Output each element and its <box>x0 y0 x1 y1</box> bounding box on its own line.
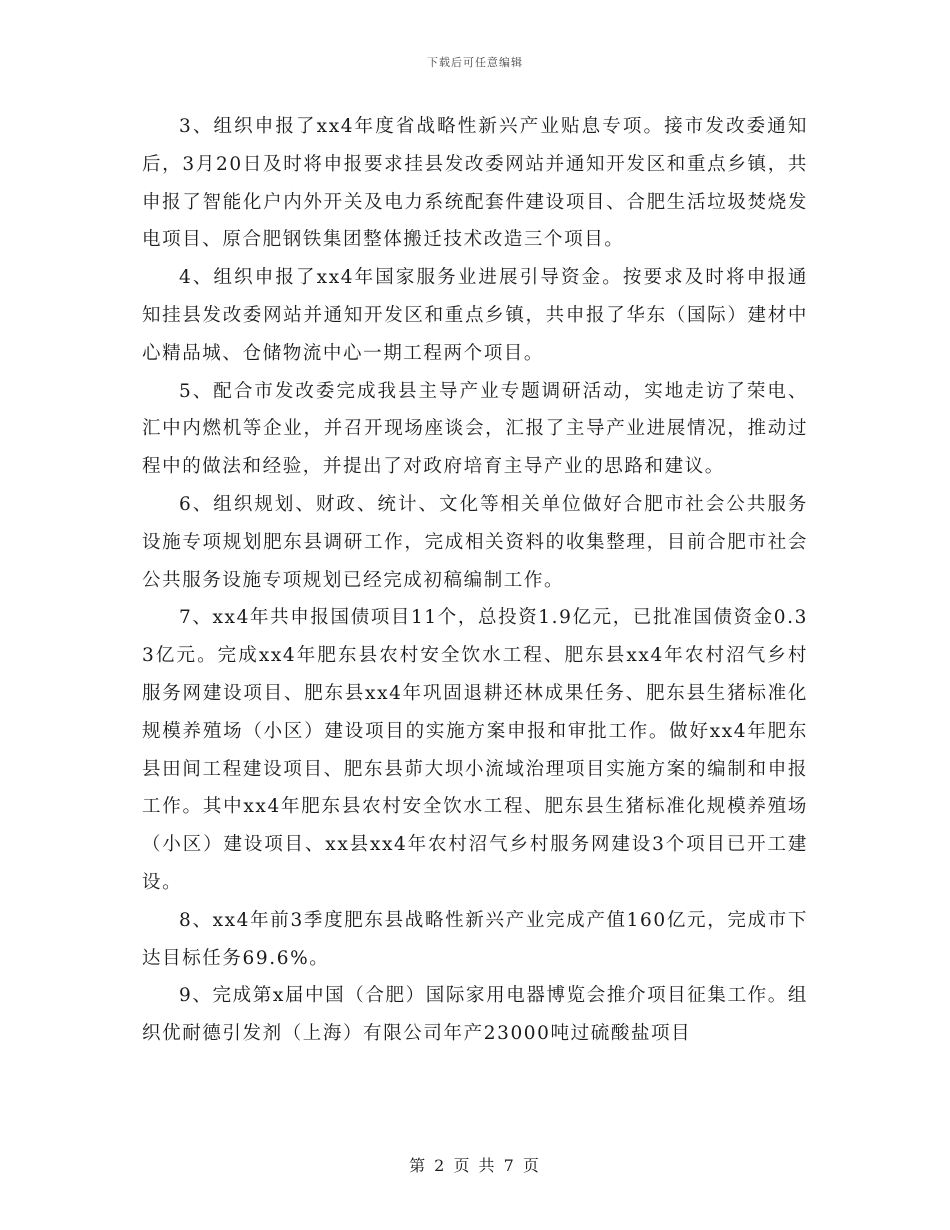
page-header: 下载后可任意编辑 <box>427 56 523 69</box>
paragraph-6: 6、组织规划、财政、统计、文化等相关单位做好合肥市社会公共服务设施专项规划肥东县调研工作，完成相关资料的收集整理，目前合肥市社会公共服务设施专项规划已经完成初稿编制工作。 <box>142 493 808 591</box>
paragraph-5: 5、配合市发改委完成我县主导产业专题调研活动，实地走访了荣电、汇中内燃机等企业，并召开现场座谈会，汇报了主导产业进展情况，推动过程中的做法和经验，并提出了对政府培育主导产业的思路和建议。 <box>142 380 808 478</box>
paragraph-3: 3、组织申报了xx4年度省战略性新兴产业贴息专项。接市发改委通知后，3月20日及时将申报要求挂县发改委网站并通知开发区和重点乡镇，共申报了智能化户内外开关及电力系统配套件建设项目、合肥生活垃圾焚烧发电项目、原合肥钢铁集团整体搬迁技术改造三个项目。 <box>142 116 808 251</box>
document-body <box>142 108 808 1053</box>
paragraph-8: 8、xx4年前3季度肥东县战略性新兴产业完成产值160亿元，完成市下达目标任务69.6%。 <box>142 909 808 969</box>
paragraph-4: 4、组织申报了xx4年国家服务业进展引导资金。按要求及时将申报通知挂县发改委网站并通知开发区和重点乡镇，共申报了华东（国际）建材中心精品城、仓储物流中心一期工程两个项目。 <box>142 267 808 364</box>
paragraph-7: 7、xx4年共申报国债项目11个，总投资1.9亿元，已批准国债资金0.33亿元。完成xx4年肥东县农村安全饮水工程、肥东县xx4年农村沼气乡村服务网建设项目、肥东县xx4年巩固退耕还林成果任务、肥东县生猪标准化规模养殖场（小区）建设项目的实施方案申报和审批工作。做好xx4年肥东县田间工程建设项目、肥东县茆大坝小流域治理项目实施方案的编制和申报工作。其中xx4年肥东县农村安全饮水工程、肥东县生猪标准化规模养殖场（小区）建设项目、xx县xx4年农村沼气乡村服务网建设3个项目已开工建设。 <box>142 607 808 893</box>
paragraph-9: 9、完成第x届中国（合肥）国际家用电器博览会推介项目征集工作。组织优耐德引发剂（上海）有限公司年产23000吨过硫酸盐项目 <box>142 985 808 1045</box>
page-footer: 第 2 页 共 7 页 <box>409 1156 541 1175</box>
